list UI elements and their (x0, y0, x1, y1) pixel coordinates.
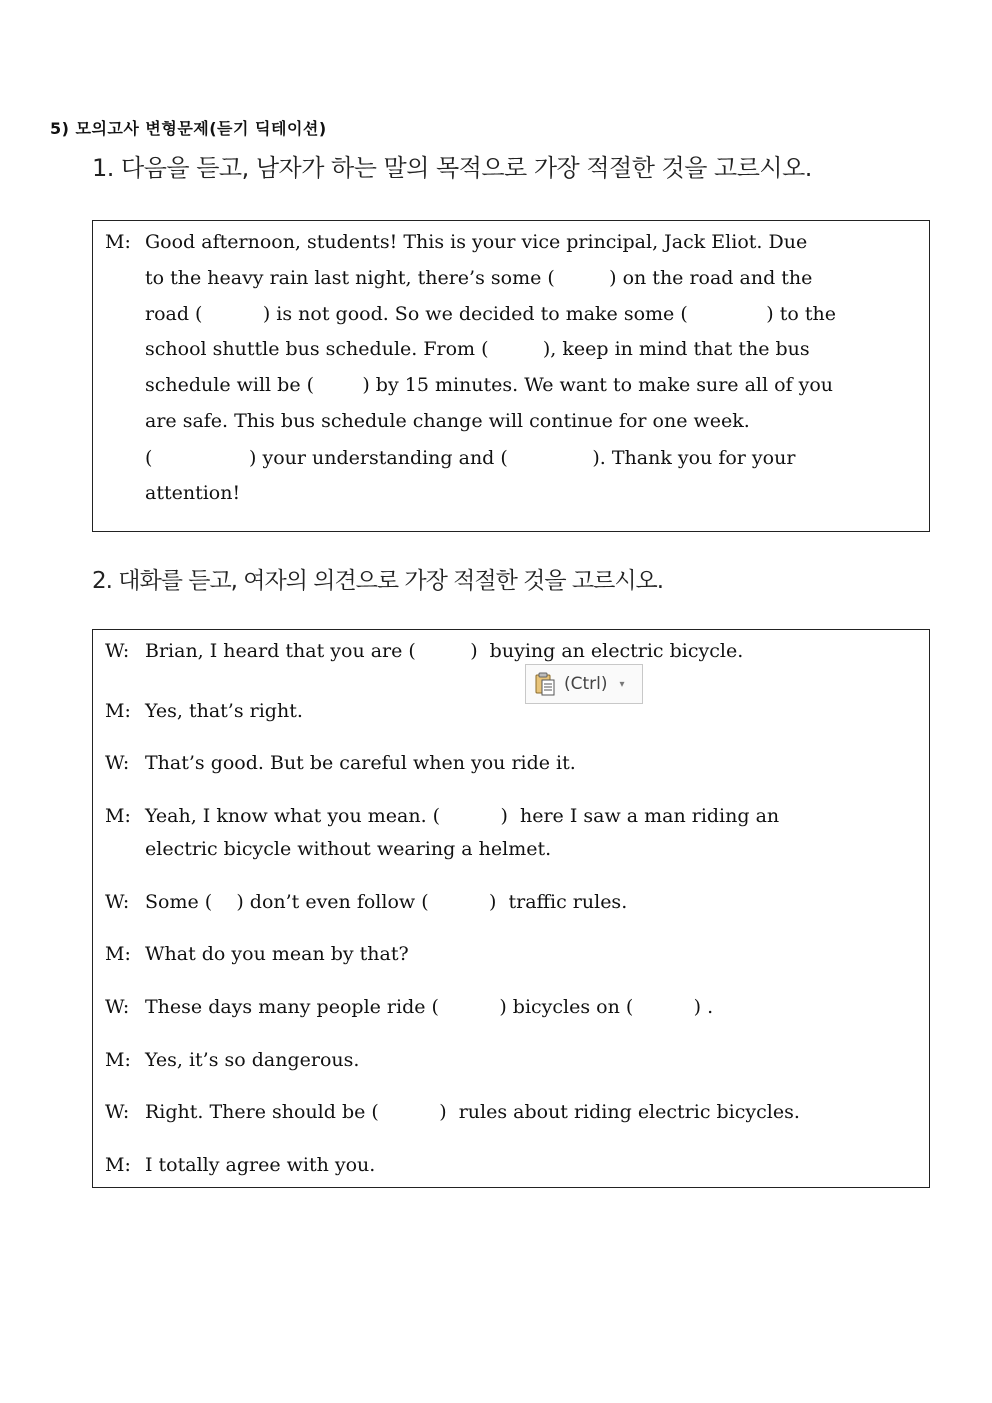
passage-line: schedule will be ( ) by 15 minutes. We want to make sure all of you (145, 374, 834, 396)
dialogue-line: Yeah, I know what you mean. ( ) here I saw a man riding an (145, 805, 780, 827)
dialogue-line: Yes, it’s so dangerous. (145, 1049, 360, 1071)
passage-line: Good afternoon, students! This is your vice principal, Jack Eliot. Due (145, 231, 808, 253)
question-2-title: 2. 대화를 듣고, 여자의 의견으로 가장 적절한 것을 고르시오. (92, 568, 664, 594)
speaker-label: W: (105, 752, 130, 774)
speaker-label: W: (105, 1101, 130, 1123)
section-heading: 5) 모의고사 변형문제(듣기 딕테이션) (50, 119, 327, 138)
question-2-box (92, 629, 930, 1188)
dialogue-line: What do you mean by that? (145, 943, 409, 965)
speaker-label: W: (105, 996, 130, 1018)
dialogue-line: Brian, I heard that you are ( ) buying an electric bicycle. (145, 640, 744, 662)
question-1-title: 1. 다음을 듣고, 남자가 하는 말의 목적으로 가장 적절한 것을 고르시오. (92, 154, 812, 182)
dialogue-line: Right. There should be ( ) rules about riding electric bicycles. (145, 1101, 800, 1123)
speaker-label: M: (105, 1049, 131, 1071)
paste-options-label: (Ctrl) (564, 674, 608, 694)
speaker-label: M: (105, 231, 131, 253)
passage-line: are safe. This bus schedule change will continue for one week. (145, 410, 750, 432)
dialogue-line: Yes, that’s right. (145, 700, 303, 722)
speaker-label: W: (105, 640, 130, 662)
passage-line: school shuttle bus schedule. From ( ), keep in mind that the bus (145, 338, 810, 360)
speaker-label: M: (105, 700, 131, 722)
dialogue-line: These days many people ride ( ) bicycles on ( ) . (145, 996, 714, 1018)
dialogue-line: Some ( ) don’t even follow ( ) traffic rules. (145, 891, 628, 913)
passage-line: road ( ) is not good. So we decided to make some ( ) to the (145, 303, 836, 325)
dialogue-line: I totally agree with you. (145, 1154, 376, 1176)
speaker-label: M: (105, 1154, 131, 1176)
dialogue-line: electric bicycle without wearing a helmet. (145, 838, 552, 860)
clipboard-icon (534, 672, 556, 696)
chevron-down-icon: ▾ (619, 678, 625, 690)
dialogue-line: That’s good. But be careful when you ride it. (145, 752, 576, 774)
passage-line: attention! (145, 482, 241, 504)
speaker-label: M: (105, 943, 131, 965)
passage-line: ( ) your understanding and ( ). Thank you for your (145, 447, 796, 469)
speaker-label: M: (105, 805, 131, 827)
passage-line: to the heavy rain last night, there’s some ( ) on the road and the (145, 267, 813, 289)
speaker-label: W: (105, 891, 130, 913)
question-1-box (92, 220, 930, 532)
paste-options-button[interactable] (525, 664, 643, 704)
